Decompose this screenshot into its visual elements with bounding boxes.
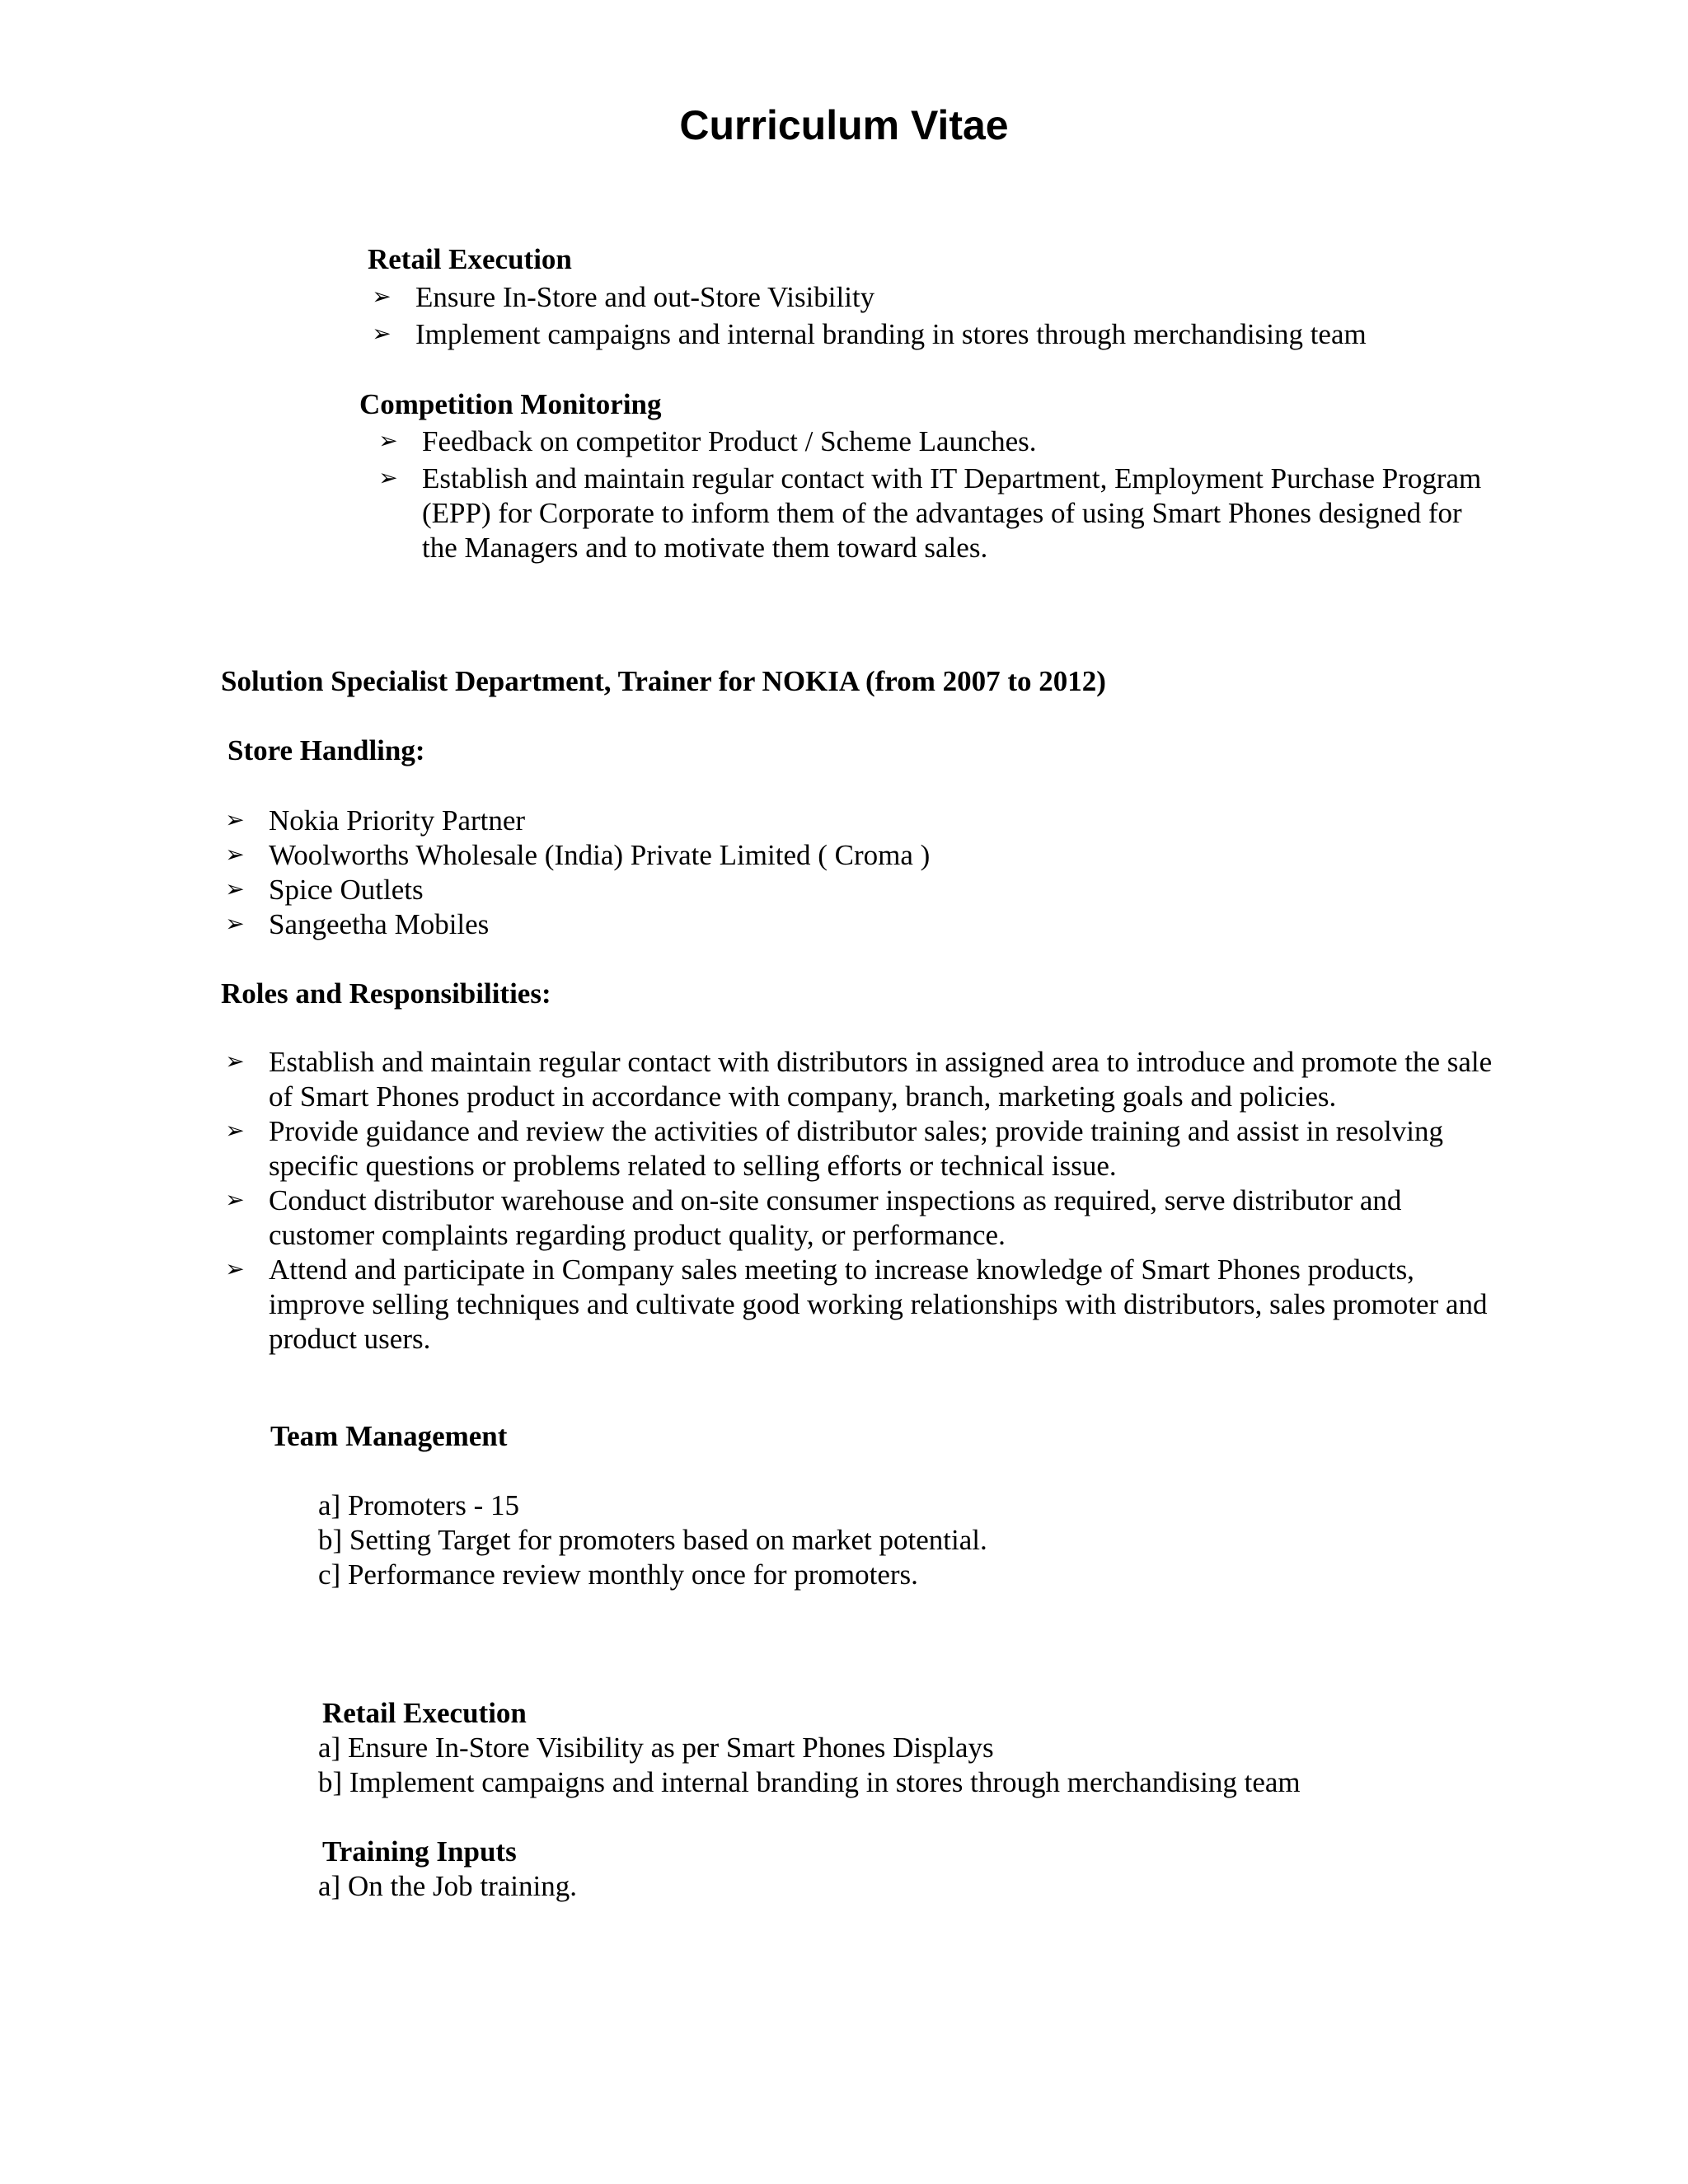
- document-title: Curriculum Vitae: [679, 102, 1009, 148]
- list-item-text: Implement campaigns and internal branding in stores through merchandising team: [415, 318, 1367, 350]
- list-item-text: Establish and maintain regular contact with distributors in assigned area to introduce and promote the sale of Smart Phones product in accordance with company, branch, marketing goals and policies.: [269, 1046, 1493, 1113]
- retail-execution-heading: Retail Execution: [368, 243, 572, 275]
- list-item: b] Setting Target for promoters based on market potential.: [318, 1524, 987, 1556]
- competition-monitoring-heading: Competition Monitoring: [359, 388, 662, 420]
- list-item: a] On the Job training.: [318, 1870, 577, 1902]
- list-item: b] Implement campaigns and internal branding in stores through merchandising team: [318, 1766, 1301, 1798]
- arrow-bullet-icon: ➢: [372, 321, 392, 347]
- arrow-bullet-icon: ➢: [378, 466, 398, 491]
- list-item-text: Conduct distributor warehouse and on-site consumer inspections as required, serve distributor and customer complaints regarding product quality, or performance.: [269, 1184, 1402, 1251]
- list-item-text: Woolworths Wholesale (India) Private Limited ( Croma ): [269, 839, 931, 871]
- arrow-bullet-icon: ➢: [225, 842, 245, 868]
- list-item: a] Ensure In-Store Visibility as per Smart Phones Displays: [318, 1732, 994, 1764]
- list-item-text: Nokia Priority Partner: [269, 804, 526, 837]
- arrow-bullet-icon: ➢: [225, 1049, 245, 1075]
- list-item: a] Promoters - 15: [318, 1489, 519, 1521]
- store-handling-heading: Store Handling:: [227, 734, 425, 766]
- list-item-text: Attend and participate in Company sales meeting to increase knowledge of Smart Phones products, improve selling techniques and cultivate good working relationships with distributors, sales promoter and product users.: [269, 1254, 1488, 1355]
- training-inputs-heading: Training Inputs: [322, 1835, 517, 1868]
- team-management-heading: Team Management: [270, 1420, 508, 1452]
- list-item-text: Establish and maintain regular contact with IT Department, Employment Purchase Program (EPP) for Corporate to inform them of the advantages of using Smart Phones designed for the Managers and to motivate them toward sales.: [422, 462, 1482, 564]
- list-item-text: Feedback on competitor Product / Scheme Launches.: [422, 425, 1037, 457]
- roles-heading: Roles and Responsibilities:: [221, 977, 551, 1010]
- list-item-text: Ensure In-Store and out-Store Visibility: [415, 281, 875, 313]
- arrow-bullet-icon: ➢: [225, 808, 245, 833]
- retail-execution-heading-2: Retail Execution: [322, 1697, 527, 1729]
- arrow-bullet-icon: ➢: [225, 1118, 245, 1144]
- arrow-bullet-icon: ➢: [225, 1257, 245, 1282]
- arrow-bullet-icon: ➢: [225, 912, 245, 937]
- list-item-text: Provide guidance and review the activities of distributor sales; provide training and assist in resolving specific questions or problems related to selling efforts or technical issue.: [269, 1115, 1443, 1182]
- arrow-bullet-icon: ➢: [225, 1188, 245, 1213]
- list-item: c] Performance review monthly once for promoters.: [318, 1558, 918, 1591]
- arrow-bullet-icon: ➢: [378, 429, 398, 454]
- job-title: Solution Specialist Department, Trainer for NOKIA (from 2007 to 2012): [221, 665, 1106, 697]
- list-item-text: Spice Outlets: [269, 874, 424, 906]
- arrow-bullet-icon: ➢: [372, 284, 392, 310]
- arrow-bullet-icon: ➢: [225, 877, 245, 902]
- list-item-text: Sangeetha Mobiles: [269, 908, 490, 940]
